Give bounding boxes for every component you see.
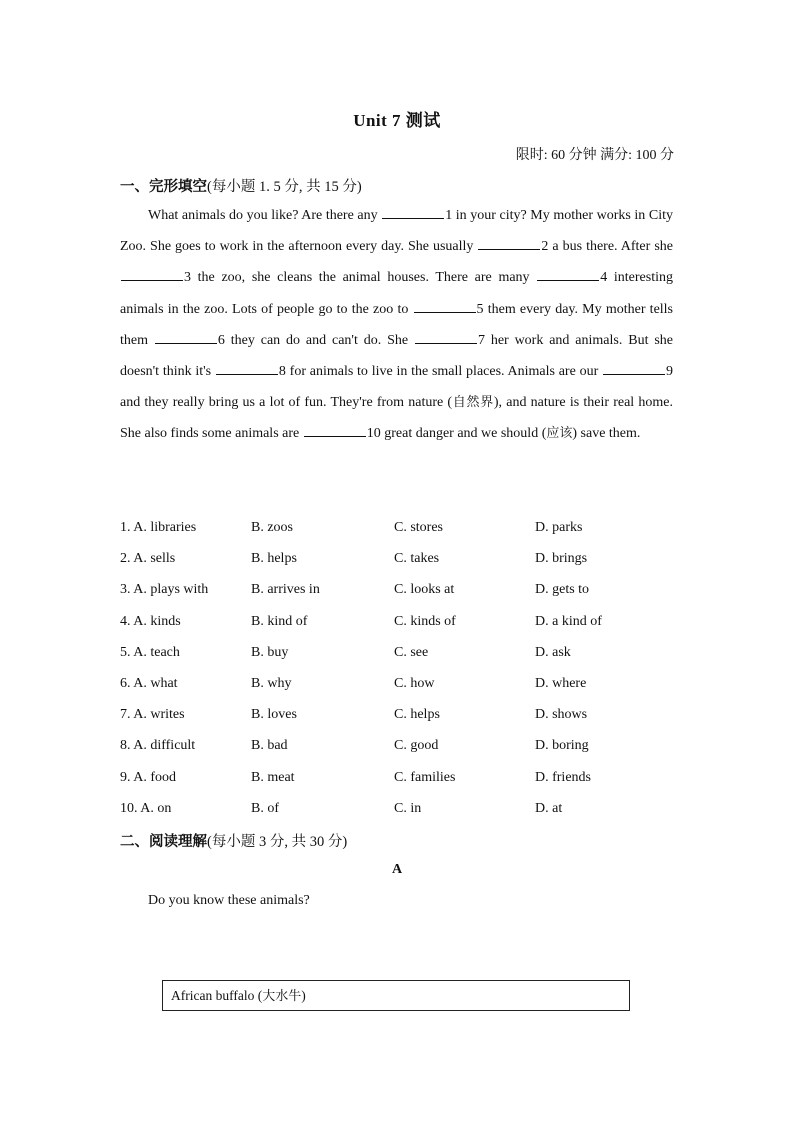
section-1-title: 一、完形填空 — [120, 179, 207, 195]
option-choice: C. in — [394, 800, 422, 816]
option-choice: B. kind of — [251, 613, 308, 629]
option-choice: 4. A. kinds — [120, 613, 181, 629]
blank-5 — [414, 300, 476, 313]
option-choice: C. kinds of — [394, 613, 456, 629]
option-choice: D. shows — [535, 707, 588, 723]
option-choice: B. meat — [251, 769, 295, 785]
option-choice: B. why — [251, 675, 292, 691]
reading-intro: Do you know these animals? — [148, 893, 310, 908]
option-row — [120, 512, 680, 543]
passage-text: 4 interesting animals in the zoo. Lots of people go to the zoo to — [120, 270, 673, 317]
passage-text: 3 the zoo, she cleans the animal houses. There are many — [184, 270, 537, 286]
blank-3 — [121, 268, 183, 281]
page-title: Unit 7 测试 — [353, 111, 441, 130]
option-choice: D. gets to — [535, 582, 590, 598]
option-row — [120, 574, 680, 605]
option-row — [120, 762, 680, 793]
blank-2 — [478, 237, 540, 250]
time-score-info: 限时: 60 分钟 满分: 100 分 — [515, 148, 674, 163]
option-choice: C. how — [394, 675, 435, 691]
section-1-heading — [120, 175, 362, 196]
part-label: A — [391, 862, 403, 877]
option-choice: 7. A. writes — [120, 707, 185, 723]
option-choice: D. parks — [535, 520, 583, 535]
option-row — [120, 668, 680, 699]
option-choice: C. good — [394, 738, 439, 754]
animal-card-text: African buffalo ( — [171, 988, 263, 1003]
chinese-gloss: 应该 — [546, 426, 573, 442]
option-choice: D. ask — [535, 644, 571, 660]
option-row — [120, 543, 680, 574]
option-row — [120, 606, 680, 637]
option-choice: 2. A. sells — [120, 551, 176, 567]
option-choice: B. zoos — [251, 520, 293, 535]
option-choice: C. helps — [394, 707, 440, 723]
option-choice: B. arrives in — [251, 582, 320, 598]
option-choice: 1. A. libraries — [120, 520, 197, 535]
chinese-gloss: 自然界 — [452, 395, 494, 411]
passage-text: 9 and they really bring us a lot of fun. They're from nature ( — [120, 364, 673, 411]
option-row — [120, 793, 680, 824]
cloze-passage — [120, 200, 673, 450]
option-choice: D. friends — [535, 769, 591, 785]
passage-text: 5 them every day. My mother tells them — [120, 301, 674, 348]
option-row — [120, 637, 680, 668]
passage-text: ), and nature is their real home. She also finds some animals are — [120, 395, 673, 442]
option-choice: B. helps — [251, 551, 297, 567]
option-choice: 6. A. what — [120, 675, 178, 691]
passage-text: 7 her work and animals. But she doesn't think it's — [120, 332, 673, 380]
option-row — [120, 699, 680, 730]
blank-7 — [415, 331, 477, 344]
option-choice: D. at — [535, 800, 563, 816]
blank-6 — [155, 331, 217, 344]
passage-text: ) save them. — [572, 426, 641, 442]
animal-card-end: ) — [301, 988, 306, 1003]
option-choice: D. where — [535, 675, 587, 691]
option-choice: D. brings — [535, 551, 588, 567]
blank-9 — [603, 362, 665, 375]
section-1-note: (每小题 1. 5 分, 共 15 分) — [207, 179, 362, 195]
blank-1 — [382, 206, 444, 219]
section-2-title: 二、阅读理解 — [120, 834, 207, 850]
option-choice: 8. A. difficult — [120, 738, 196, 754]
passage-text: What animals do you like? Are there any — [148, 208, 382, 223]
blank-8 — [216, 362, 278, 375]
option-choice: 10. A. on — [120, 800, 172, 816]
option-row — [120, 730, 680, 761]
section-2-note: (每小题 3 分, 共 30 分) — [207, 834, 348, 850]
passage-text: 6 they can do and can't do. She — [217, 332, 414, 348]
option-choice: 3. A. plays with — [120, 582, 209, 598]
passage-text: 8 for animals to live in the small places. Animals are our — [278, 364, 602, 380]
option-choice: C. takes — [394, 551, 440, 567]
blank-4 — [537, 268, 599, 281]
option-choice: B. loves — [251, 707, 297, 723]
option-choice: C. looks at — [394, 582, 455, 598]
option-choice: B. bad — [251, 738, 288, 754]
option-choice: D. a kind of — [535, 613, 602, 629]
answer-options — [120, 512, 680, 824]
option-choice: C. stores — [394, 520, 443, 535]
passage-text: 1 in your city? My mother works in City Zoo. She goes to work in the afternoon every day. She usually — [120, 208, 673, 255]
animal-card — [162, 980, 630, 1011]
passage-text: 10 great danger and we should ( — [366, 426, 547, 442]
option-choice: 9. A. food — [120, 769, 176, 785]
option-choice: D. boring — [535, 738, 589, 754]
animal-card-chinese: 大水牛 — [262, 989, 302, 1004]
option-choice: C. families — [394, 769, 456, 785]
option-choice: B. of — [251, 800, 279, 816]
section-2-heading — [120, 830, 347, 851]
option-choice: B. buy — [251, 644, 289, 660]
option-choice: 5. A. teach — [120, 644, 180, 660]
passage-text: 2 a bus there. After she — [541, 239, 673, 255]
option-choice: C. see — [394, 644, 429, 660]
blank-10 — [304, 424, 366, 437]
